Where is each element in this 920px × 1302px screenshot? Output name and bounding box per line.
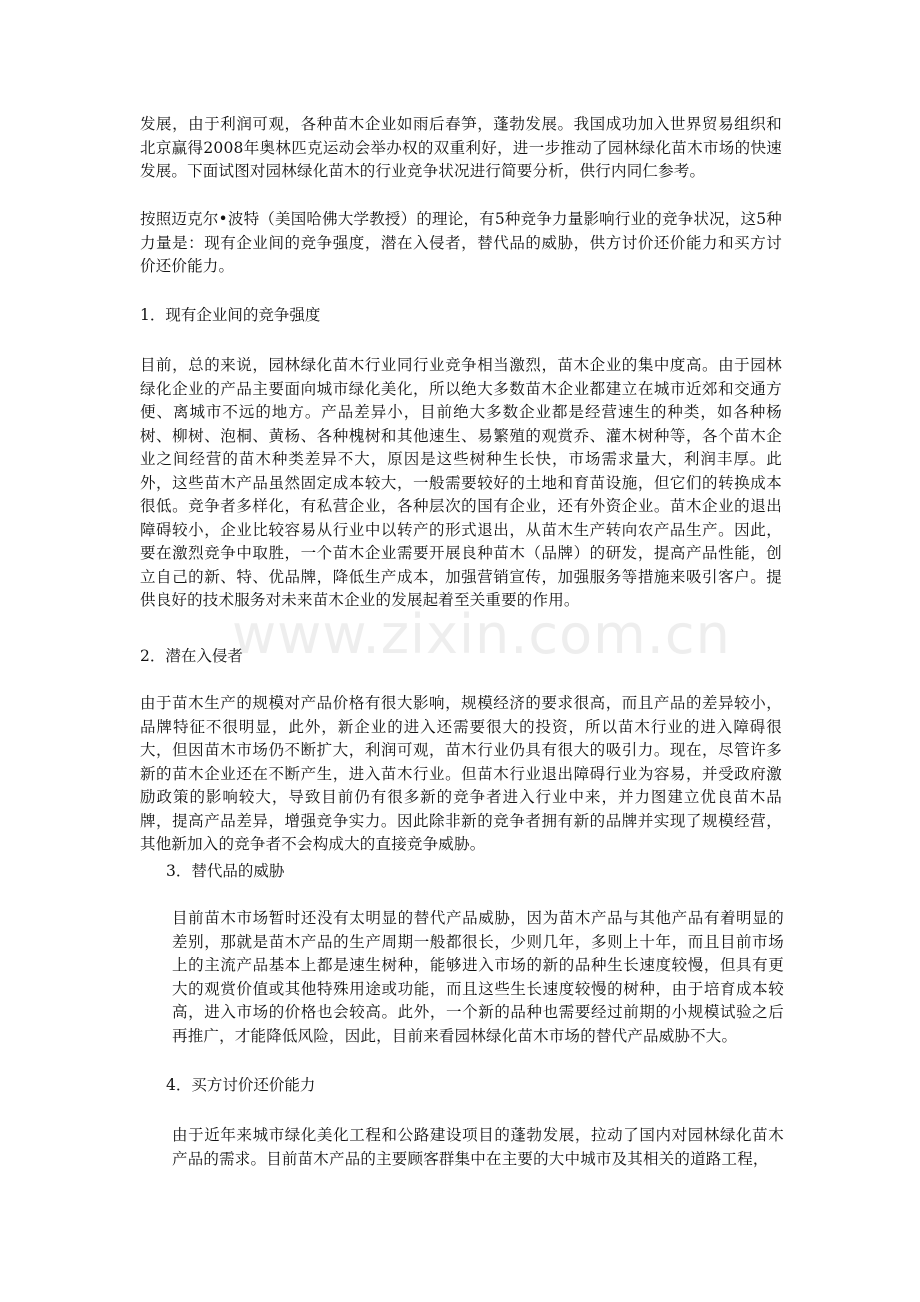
- heading-substitutes: 3．替代品的威胁: [166, 862, 285, 880]
- paragraph-entrants: 由于苗木生产的规模对产品价格有很大影响，规模经济的要求很高，而且产品的差异较小，品牌特征不很明显，此外，新企业的进入还需要很大的投资，所以苗木行业的进入障碍很大，但因苗木市场仍不断扩大，利润可观，苗木行业仍具有很大的吸引力。现在，尽管许多新的苗木企业还在不断产生，进入苗木行业。但苗木行业退出障碍行业为容易，并受政府激励政策的影响较大，导致目前仍有很多新的竞争者进入行业中来，并力图建立优良苗木品牌，提高产品差异，增强竞争实力。因此除非新的竞争者拥有新的品牌并实现了规模经营，其他新加入的竞争者不会构成大的直接竞争威胁。: [140, 694, 782, 853]
- heading-existing-rivalry: 1．现有企业间的竞争强度: [140, 306, 321, 324]
- paragraph-substitutes: 目前苗木市场暂时还没有太明显的替代产品威胁，因为苗木产品与其他产品有着明显的差别，那就是苗木产品的生产周期一般都很长，少则几年，多则上十年，而且目前市场上的主流产品基本上都是速生树种，能够进入市场的新的品种生长速度较慢，但具有更大的观赏价值或其他特殊用途或功能，而且这些生长速度较慢的树种，由于培育成本较高，进入市场的价格也会较高。此外，一个新的品种也需要经过前期的小规模试验之后再推广，才能降低风险，因此，目前来看园林绿化苗木市场的替代产品威胁不大。: [172, 909, 784, 1045]
- heading-potential-entrants: 2．潜在入侵者: [140, 647, 243, 665]
- paragraph-porter-theory: 按照迈克尔•波特（美国哈佛大学教授）的理论，有5种竞争力量影响行业的竞争状况，这5种力量是：现有企业间的竞争强度，潜在入侵者，替代品的威胁，供方讨价还价能力和买方讨价还价能力。: [140, 210, 782, 275]
- paragraph-buyer-power: 由于近年来城市绿化美化工程和公路建设项目的蓬勃发展，拉动了国内对园林绿化苗木产品的需求。目前苗木产品的主要顾客群集中在主要的大中城市及其相关的道路工程，: [172, 1126, 784, 1168]
- paragraph-intro: 发展，由于利润可观，各种苗木企业如雨后春笋，蓬勃发展。我国成功加入世界贸易组织和北京赢得2008年奥林匹克运动会举办权的双重利好，进一步推动了园林绿化苗木市场的快速发展。下面试图对园林绿化苗木的行业竞争状况进行简要分析，供行内同仁参考。: [140, 115, 782, 180]
- watermark: www.zixin.com.cn: [232, 603, 731, 666]
- heading-buyer-power: 4．买方讨价还价能力: [166, 1076, 316, 1094]
- paragraph-rivalry: 目前，总的来说，园林绿化苗木行业同行业竞争相当激烈，苗木企业的集中度高。由于园林绿化企业的产品主要面向城市绿化美化，所以绝大多数苗木企业都建立在城市近郊和交通方便、离城市不远的地方。产品差异小，目前绝大多数企业都是经营速生的种类，如各种杨树、柳树、泡桐、黄杨、各种槐树和其他速生、易繁殖的观赏乔、灌木树种等，各个苗木企业之间经营的苗木种类差异不大，原因是这些树种生长快，市场需求量大，利润丰厚。此外，这些苗木产品虽然固定成本较大，一般需要较好的土地和育苗设施，但它们的转换成本很低。竞争者多样化，有私营企业，各种层次的国有企业，还有外资企业。苗木企业的退出障碍较小，企业比较容易从行业中以转产的形式退出，从苗木生产转向农产品生产。因此，要在激烈竞争中取胜，一个苗木企业需要开展良种苗木（品牌）的研发，提高产品性能，创立自己的新、特、优品牌，降低生产成本，加强营销宣传，加强服务等措施来吸引客户。提供良好的技术服务对未来苗木企业的发展起着至关重要的作用。: [140, 356, 782, 609]
